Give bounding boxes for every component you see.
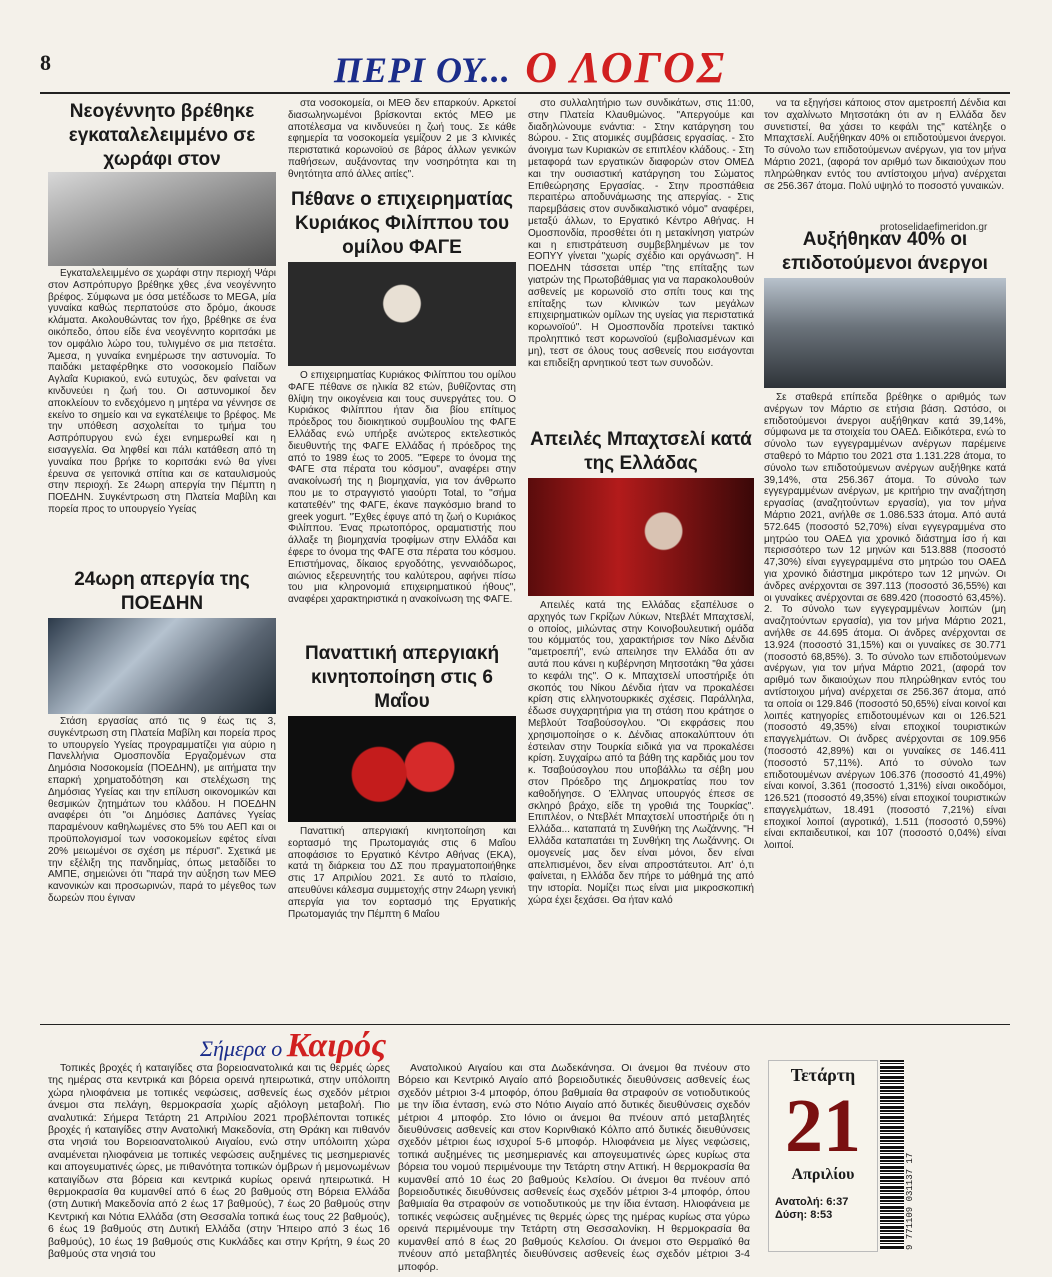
article-headline: Αυξήθηκαν 40% οι επιδοτούμενοι άνεργοι <box>782 229 988 274</box>
barcode-number: 9 771109 031137 17 <box>905 1152 915 1250</box>
politician-photo <box>528 478 754 596</box>
weekday: Τετάρτη <box>790 1065 856 1085</box>
sunset: Δύση: 8:53 <box>775 1209 833 1221</box>
date-box <box>768 1060 878 1252</box>
article-body: στα νοσοκομεία, οι ΜΕΘ δεν επαρκούν. Αρκετοί διασωληνωμένοι βρίσκονται εκτός ΜΕΘ με αποτέλεσμα να κινδυνεύει η ζωή τους. Σε κάθε εφημερία τα νοσοκομεία γεμίζουν 2 με 3 κλινικές περιστατικά κορωνοϊού σε βάρος άλλων γενικών παθήσεων, αυξάνοντας την νοσηρότητα και τη θνητότητα από άλλες αιτίες". <box>288 98 516 180</box>
article-headline: Απειλές Μπαχτσελί κατά της Ελλάδας <box>530 429 752 474</box>
article-headline: Παναττική απεργιακή κινητοποίηση στις 6 Μαΐου <box>304 643 500 712</box>
portrait-photo <box>288 262 516 366</box>
article-body: να τα εξηγήσει κάποιος στον αμετροεπή Δένδια και τον αχαλίνωτο Μητσοτάκη ότι αν η Ελλάδα δεν συνετιστεί, θα χάσει το κεφάλι της" κατέληξε ο Μπαχτσελί. Αυξήθηκαν 40% οι επιδοτούμενοι άνεργοι. Το σύνολο των επιδοτούμενων ανέργων, για τον μήνα Μάρτιο 2021, (αφορά τον αριθμό των δικαιούχων που πληρώθηκαν εντός του αντίστοιχου μήνα) ανέρχεται σε 256.367 άτομα. Πολύ υψηλό το ποσοστό γυναικών. <box>764 98 1006 192</box>
date-number: 21 <box>785 1084 861 1168</box>
article-body: Απειλές κατά της Ελλάδας εξαπέλυσε ο αρχηγός των Γκρίζων Λύκων, Ντεβλέτ Μπαχτσελί, ο οποίος, μιλώντας στην Κοινοβουλευτική ομάδα του κόμματός του, χαρακτήρισε τον Νίκο Δένδια "αμετροεπή", ενώ απειλησε την Ελλάδα ότι αν αυτά που κάνει η κυβέρνηση Μητσοτάκη "θα χάσει το κεφάλι της". Ο κ. Μπαχτσελί υποστήριξε ότι σκοπός του Νίκου Δένδια ήταν να προκαλέσει κρίση στις ελληνοτουρκικές σχέσεις. Παράλληλα, έδωσε συγχαρητήρια για τη στάση που κράτησε ο Μεβλούτ Τσαβούσογλου. "Οι εκφράσεις που χρησιμοποίησε ο κ. Δένδιας αποκαλύπτουν ότι έστειλαν στην Τουρκία ειδικά για να προκαλέσει κρίση. Συγχαίρω από τα βάθη της καρδιάς μου τον κ. Τσαβούσογλου που υποβάλλω τα σέβη μου στον Πρόεδρο της Δημοκρατίας που τον καθοδήγησε. Ο Έλληνας υπουργός έπεσε σε σκληρό βράχο, είδε τη γροθιά της Τουρκίας". Επιπλέον, ο Ντεβλέτ Μπαχτσελί υποστήριξε ότι η Ελλάδα... καταπατά τη Συνθήκη της Λωζάννης. "Η Ελλάδα καταπατάει τη Συνθήκη της Λωζάννης. Οι ομογενείς μας δεν είναι μόνοι, δεν είναι απελπισμένοι, δεν είναι απροστάτευτοι. Απ' ό,τι φαίνεται, η Ελλάδα δεν πήρε το μάθημά της από την ιστορία. Νομίζει πως είναι μια μικροσκοπική χώρα έχει ξεχάσει. Θα ήταν καλό <box>528 600 754 906</box>
article-body: Σε σταθερά επίπεδα βρέθηκε ο αριθμός των ανέργων τον Μάρτιο σε ετήσια βάση. Ωστόσο, οι επιδοτούμενοι άνεργοι αυξήθηκαν κατά 39,14%, σύμφωνα με τα στοιχεία του ΟΑΕΔ. Ειδικότερα, ενώ το σύνολο των εγγεγραμμένων ανέργων παρέμεινε σταθερό το Μάρτιο του 2021 στα 1.131.228 άτομα, το σύνολο των επιδοτούμενων ανέργων αυξήθηκε κατά 39,14%, στα 256.367 άτομα. Το σύνολο των εγγεγραμμένων ανέργων, με κριτήριο την αναζήτηση εργασίας (αναζητούντων εργασία), για τον μήνα Μάρτιο 2021, ανήλθε σε 1.086.533 άτομα. Από αυτά 572.645 (ποσοστό 52,70%) είναι εγγεγραμμένα στο μητρώο του ΟΑΕΔ για χρονικό διάστημα ίσο ή και περισσότερο των 12 μηνών και 513.888 (ποσοστό 47,30%) είναι εγγεγραμμένα στο μητρώο του ΟΑΕΔ για χρονικό διάστημα μικρότερο των 12 μηνών. Οι άνδρες ανέρχονται σε 397.113 (ποσοστό 36,55%) και οι γυναίκες ανέρχονται σε 689.420 (ποσοστό 63,45%). 2. Το σύνολο των εγγεγραμμένων λοιπών (μη αναζητούντων εργασία), για τον μήνα Μάρτιο 2021, ανήλθε σε 44.695 άτομα. Οι άνδρες ανέρχονται σε 13.924 (ποσοστό 31,15%) και οι γυναίκες σε 30.771 (ποσοστό 68,85%). 3. Το σύνολο των επιδοτούμενων ανέργων, για τον μήνα Μάρτιο 2021, (αφορά τον αριθμό των δικαιούχων που πληρώθηκαν εντός του αντίστοιχου μήνα) ανέρχεται σε 256.367 άτομα, από τα οποία οι 129.846 (ποσοστό 50,65%) είναι κοινοί και λοιπές κατηγορίες επιδοτουμένων και οι 126.521 (ποσοστό 49,35%) είναι εποχικοί τουριστικών επαγγελμάτων. Οι άνδρες ανέρχονται σε 109.956 (ποσοστό 42,89%) και οι γυναίκες σε 146.411 (ποσοστό 57,11%). Από το σύνολο των επιδοτουμένων ανέργων 106.376 (ποσοστό 41,49%) είναι κοινοί, 3.361 (ποσοστό 1,31%) είναι οικοδόμοι, 126.521 (ποσοστό 49,35%) είναι εποχικοί τουριστικών επαγγελμάτων, 18.491 (ποσοστό 7,21%) είναι εποχικοί λοιποί (αγροτικά), 1.511 (ποσοστό 0,59%) είναι εκπαιδευτικοί, και 107 (ποσοστό 0,04%) είναι λοιποί. <box>764 392 1006 852</box>
weather-title <box>200 1027 386 1065</box>
queue-photo <box>764 278 1006 388</box>
weather-rule <box>40 1024 1010 1025</box>
top-rule <box>40 92 1010 94</box>
weather-title-big: Καιρός <box>286 1027 387 1064</box>
page-number: 8 <box>40 50 51 75</box>
article-body: Παναττική απεργιακή κινητοποίηση και εορτασμό της Πρωτομαγιάς στις 6 Μαΐου αποφάσισε το Εργατικό Κέντρο Αθήνας (ΕΚΑ), κατά τη διάρκεια του ΔΣ που πραγματοποιήθηκε στις 17 Απριλίου 2021. Σε αυτό το πλαίσιο, απευθύνει κάλεσμα συμμετοχής στην 24ωρη γενική απεργία για τον εορτασμό της Εργατικής Πρωτομαγιάς την Πέμπτη 6 Μαΐου <box>288 826 516 920</box>
masthead <box>60 42 1000 92</box>
month: Απριλίου <box>791 1166 855 1183</box>
article-body: Εγκαταλελειμμένο σε χωράφι στην περιοχή Ψάρι στον Ασπρόπυργο βρέθηκε χθες ,ένα νεογέννητο βρέφος. Σύμφωνα με όσα μετέδωσε το MEGA, μία γυναίκα καθώς περπατούσε στο δρόμο, άκουσε κλάματα. Ακολουθώντας τον ήχο, βρέθηκε σε ένα οικόπεδο, όπου είδε ένα νεογέννητο κοριτσάκι με τον ομφάλιο λώρο του, τυλιγμένο σε μια πετσέτα. Άμεσα, η γυναίκα ενημέρωσε την αστυνομία. Το παιδάκι μεταφέρθηκε στο νοσοκομείο Παίδων Αγλαΐα Κυριακού, ενώ ευτυχώς, δεν φαίνεται να κινδυνεύει η ζωή του. Οι αστυνομικοί δεν αποκλείουν το ενδεχόμενο η μητέρα να γέννησε σε εκείνο το σημείο και να εγκατέλειψε το βρέφος. Με την υπόθεση ασχολείται το τμήμα του Ασπρόπυργου ενώ έχει ενημερωθεί και η εισαγγελία. Θα ληφθεί και πάλι κατάθεση από τη γυναίκα που βρήκε το κοριτσάκι ενώ θα γίνει έρευνα σε γειτονικά σπίτια και σε καταυλισμούς στην περιοχή. Σε 24ωρη απεργία την Πέμπτη η ΠΟΕΔΗΝ. Συγκέντρωση στη Πλατεία Μαβίλη και πορεία προς το υπουργείο Υγείας <box>48 268 276 515</box>
baby-photo <box>48 172 276 266</box>
carnations-photo <box>288 716 516 822</box>
article-headline: Νεογέννητο βρέθηκε εγκαταλελειμμένο σε χωράφι στον <box>68 101 256 170</box>
weather-text: Ανατολικού Αιγαίου και στα Δωδεκάνησα. Οι άνεμοι θα πνέουν στο Βόρειο και Κεντρικό Αιγαίο από βορειοδυτικές διευθύνσεις ασθενείς έως σχεδόν μέτριοι 3-4 μποφόρ, όπου βαθμιαία θα στραφούν σε νοτιοδυτικούς με την ίδια ένταση, ενώ στο Νότιο Αιγαίο από δυτικές διευθύνσεις σχεδόν μέτριοι 4 μποφόρ. Στο Ιόνιο οι άνεμοι θα πνέουν από μεταβλητές διευθύνσεις ασθενείς και στον Κορινθιακό Κόλπο από δυτικές διευθύνσεις σχεδόν μέτριοι έως ισχυροί 5-6 μποφόρ. Ηλιοφάνεια με λίγες νεφώσεις, τοπικά αυξημένες τις μεσημεριανές και απογευματινές ώρες κυρίως στα βόρεια του νομού περιμένουμε την Τετάρτη στην Αττική. Η θερμοκρασία θα κυμανθεί από 10 έως 20 βαθμούς Κελσίου. Οι άνεμοι θα πνέουν από βορειοδυτικές διευθύνσεις ασθενείς έως σχεδόν μέτριοι 3-4 μποφόρ, όπου βαθμιαία θα στραφούν σε νοτιοδυτικούς με την ίδια ένταση. Ηλιοφάνεια με τοπικές νεφώσεις αυξημένες τις θερμές ώρες της ημέρας κυρίως στα γύρω ορεινά περιμένουμε την Τετάρτη στη Θεσσαλονίκη. Η θερμοκρασία θα κυμανθεί από 8 έως 20 βαθμούς Κελσίου. Οι άνεμοι στο Θερμαϊκό θα πνέουν από μεταβλητές διευθύνσεις ασθενείς έως σχεδόν μέτριοι 3-4 μποφόρ. <box>398 1062 750 1273</box>
masthead-part2: Ο ΛΟΓΟΣ <box>525 43 727 92</box>
sunrise: Ανατολή: 6:37 <box>775 1196 849 1208</box>
protest-photo <box>48 618 276 714</box>
article-body: Ο επιχειρηματίας Κυριάκος Φιλίππου του ομίλου ΦΑΓΕ πέθανε σε ηλικία 82 ετών, βυθίζοντας στη θλίψη την οικογένεια και τους συνεργάτες του. Ο Κυριάκος Φιλίππου ήταν δια βίου επίτιμος πρόεδρος του διοικητικού συμβουλίου της ΦΑΓΕ Ελλάδας ενώ υπήρξε ανώτερος εκτελεστικός διευθυντής της ΦΑΓΕ Ελλάδας ή πρόεδρος της από το 1989 έως το 2005. "Έφερε το όνομα της ΦΑΓΕ στα πέρατα του κόσμου", αναφέρει στην ανακοίνωσή της η βιομηχανία, για τον άνθρωπο που με το στραγγιστό γιαούρτι Total, το "σήμα κατατεθέν" της ΦΑΓΕ, έκανε παγκόσμιο brand το greek yogurt. "Έχθες έφυγε από τη ζωή ο Κυριάκος Φιλίππου. Ένας πρωτοπόρος, οραματιστής που άλλαξε τη βιομηχανία τροφίμων στην Ελλάδα και έφερε το όνομα της ΦΑΓΕ στα πέρατα του κόσμου. Επιστήμονας, δίκαιος εργοδότης, γενναιόδωρος, αιώνιος εξερευνητής του καλύτερου, αφήνει πίσω του μια κληρονομιά επιχειρηματικού ήθους", αναφέρει χαρακτηριστικά η ανακοίνωση της ΦΑΓΕ. <box>288 370 516 606</box>
article-headline: Πέθανε ο επιχειρηματίας Κυριάκος Φιλίππου του ομίλου ΦΑΓΕ <box>290 189 514 258</box>
masthead-part1: ΠΕΡΙ ΟΥ... <box>333 50 511 90</box>
article-body: Στάση εργασίας από τις 9 έως τις 3, συγκέντρωση στη Πλατεία Μαβίλη και πορεία προς το υπουργείο Υγείας προγραμματίζει για αύριο η Πανελλήνια Ομοσπονδία Εργαζομένων στα Δημόσια Νοσοκομεία (ΠΟΕΔΗΝ), με αιτήματα την επαρκή χρηματοδότηση και στελέχωση της Δημόσιας Υγείας και την επίλυση οικονομικών και θεσμικών ζητημάτων του κλάδου. Η ΠΟΕΔΗΝ αναφέρει ότι "οι Δημόσιες Δαπάνες Υγείας παραμένουν καθηλωμένες στο 5% του ΑΕΠ και οι προϋπολογισμοί των νοσοκομείων εφέτος είναι 20% μειωμένοι σε σχέση με πέρυσι". Σχετικά με την εξέλιξη της πανδημίας, όπως μεταδίδει το ΑΜΠΕ, σημειώνει ότι "παρά την αύξηση των ΜΕΘ κανονικών και προσωρινών, παρά το μέγεθος των δωρεών που έγιναν <box>48 716 276 904</box>
article-body: στο συλλαλητήριο των συνδικάτων, στις 11:00, στην Πλατεία Κλαυθμώνος. "Απεργούμε και διαδηλώνουμε ενάντια: - Στην κατάργηση του 8ώρου. - Στις ατομικές συμβάσεις εργασίας. - Στο άνοιγμα των Κυριακών σε επιπλέον κλάδους. - Στη μεταφορά των εργατικών διαφορών στον ΟΜΕΔ και την ουσιαστική κατάργηση του Σώματος Επιθεώρησης Εργασίας. - Στην προσπάθεια περαιτέρω αποδυνάμωσης της απεργίας. - Στις παρεμβάσεις στον συνδικαλιστικό νόμο" αναφέρει, μεταξύ άλλων, το Εργατικό Κέντρο Αθήνας. Η Ομοσπονδία, προσθέτει ότι η μετακίνηση γιατρών και η επιστράτευση συμβεβλημένων με τον ΕΟΠΥΥ γίνεται "χωρίς σχέδιο και οργάνωση". Η ΠΟΕΔΗΝ τάσσεται υπέρ "της επίταξης των γιατρών της Πρωτοβάθμιας για να παρακολουθούν ασθενείς με κορωνοϊό στο σπίτι τους και της επίταξης των κλινικών των μεγάλων επιχειρηματικών ομίλων της υγείας για περιστατικά κορωνοϊού". Η Ομοσπονδία προτείνει τακτικό προληπτικό τεστ κορωνοϊού (εμβολιασμένων και μη), τεστ σε όλους τους ασθενείς που εισάγονται και επιδείξη αρνητικού τεστ των συνοδών. <box>528 98 754 369</box>
barcode <box>880 1060 904 1250</box>
watermark: protoselidaefimeridon.gr <box>880 222 988 233</box>
weather-text: Τοπικές βροχές ή καταιγίδες στα βορειοανατολικά και τις θερμές ώρες της ημέρας στα κεντρικά και βόρεια ορεινά ηπειρωτικά, στην υπόλοιπη χώρα ηλιοφάνεια με τοπικές νεφώσεις, ασθενείς έως σχεδόν μέτριοι άνεμοι στα πελάγη, θερμοκρασία χωρίς αξιόλογη μεταβολή. Πιο αναλυτικά: Σήμερα Τετάρτη 21 Απριλίου 2021 προβλέπονται τοπικές βροχές ή καταιγίδες στην Ανατολική Μακεδονία, στη Θράκη και πιθανόν στα νησιά του Βορειοανατολικού Αιγαίου, ενώ στην υπόλοιπη χώρα αναμένεται ηλιοφάνεια με τοπικές νεφώσεις αυξημένες τις μεσημεριανές και απογευματινές ώρες, με πιθανότητα τοπικών όμβρων ή μεμονωμένων καταιγίδων στα βόρεια και κεντρικά κυρίως ορεινά ηπειρωτικά. Η θερμοκρασία θα κυμανθεί από 6 έως 20 βαθμούς στη Βόρεια Ελλάδα (στη Δυτική Μακεδονία από 2 έως 17 βαθμούς), 7 έως 20 βαθμούς στην Κεντρική και Νότια Ελλάδα (στη Θεσσαλία τοπικά έως τους 22 βαθμούς), 6 έως 19 βαθμούς στη Δυτική Ελλάδα (στην Ήπειρο από 3 έως 16 βαθμούς), 10 έως 19 βαθμούς στις Κυκλάδες και στην Κρήτη, 9 έως 20 βαθμούς στα νησιά του <box>48 1062 390 1261</box>
article-headline: 24ωρη απεργία της ΠΟΕΔΗΝ <box>74 569 250 614</box>
weather-title-small: Σήμερα ο <box>200 1036 283 1061</box>
